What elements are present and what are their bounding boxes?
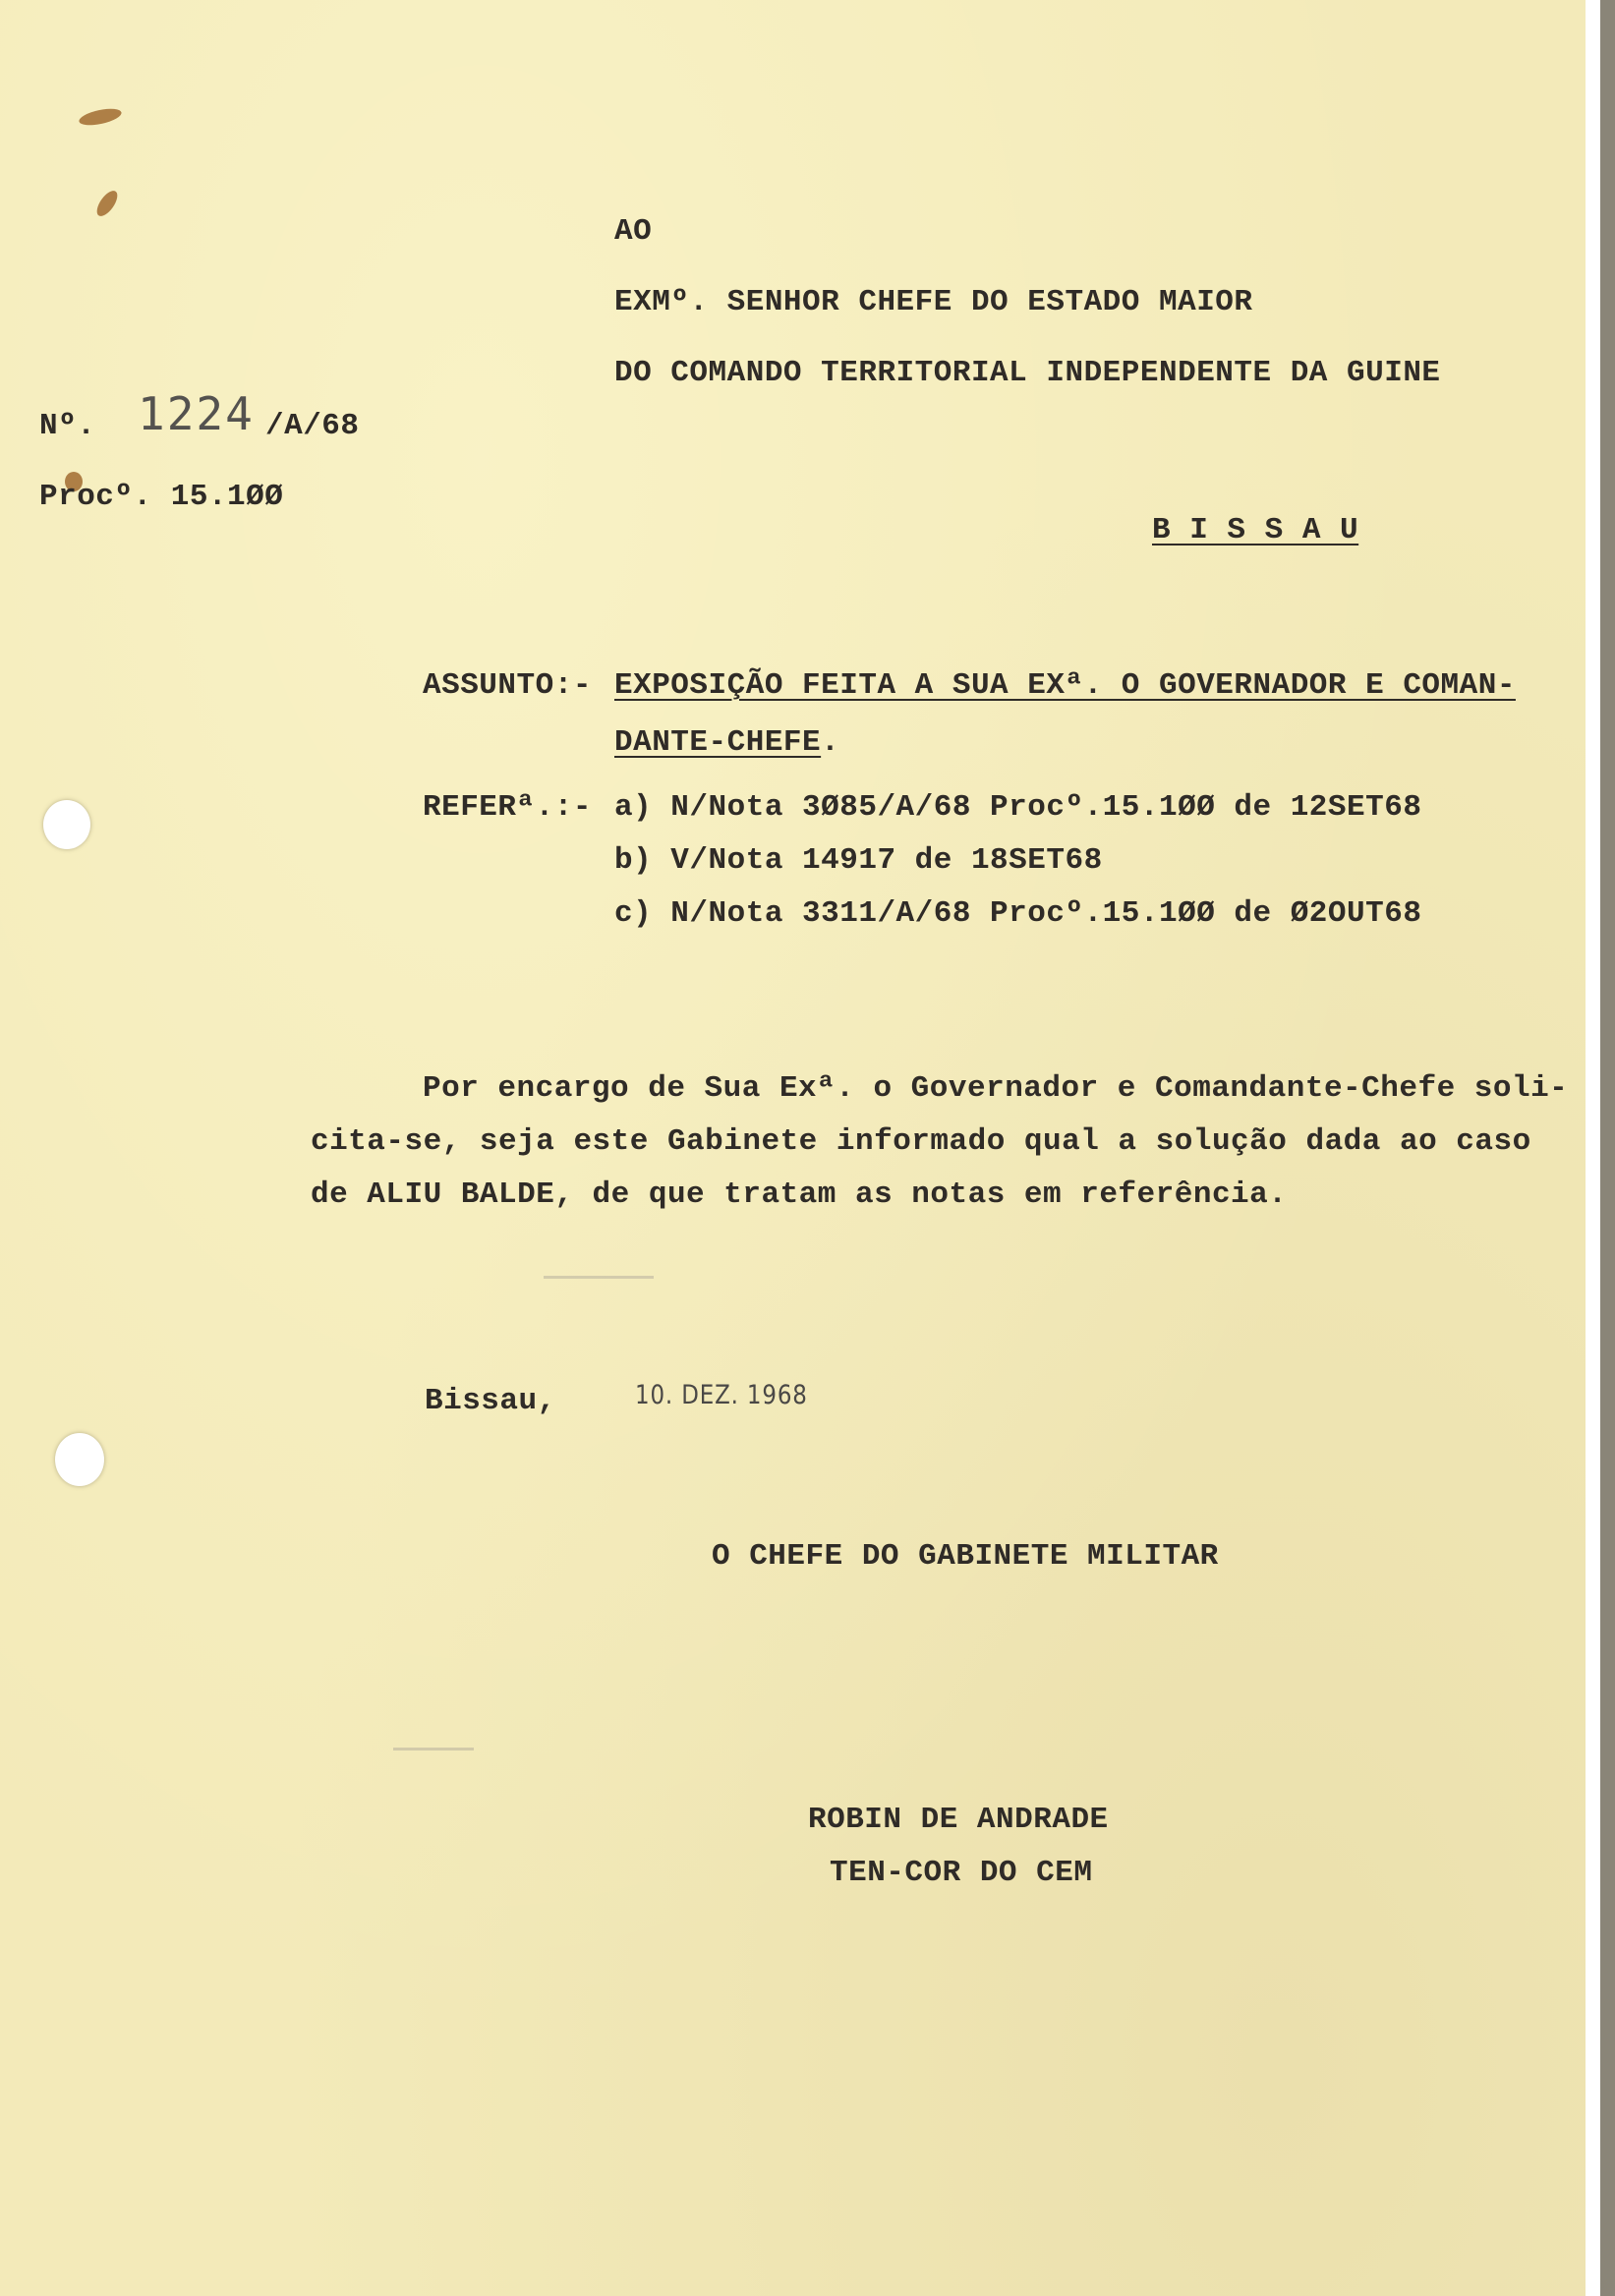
processo-number: Procº. 15.1ØØ [39,480,284,514]
punch-hole-bottom [55,1433,104,1486]
numero-suffix: /A/68 [265,409,360,443]
pencil-smudge [544,1276,654,1279]
subject-line-2-end: . [821,725,840,760]
rust-stain [93,188,122,220]
addressee-line-2: EXMº. SENHOR CHEFE DO ESTADO MAIOR [614,285,1253,319]
signature-title: O CHEFE DO GABINETE MILITAR [712,1539,1219,1574]
numero-stamped: 1224 [138,387,255,440]
subject-line-2 [614,727,839,758]
body-line-3: de ALIU BALDE, de que tratam as notas em referência. [311,1177,1288,1212]
punch-hole-top [43,800,90,849]
subject-line-1: EXPOSIÇÃO FEITA A SUA EXª. O GOVERNADOR E COMAN- [614,668,1516,703]
body-line-2: cita-se, seja este Gabinete informado qual a solução dada ao caso [311,1124,1531,1159]
date-stamp: 10. DEZ. 1968 [635,1380,808,1410]
addressee-city: B I S S A U [1152,513,1359,547]
paper-edge [1586,0,1600,2296]
subject-label: ASSUNTO:- [423,668,592,703]
date-place: Bissau, [425,1384,556,1418]
pencil-smudge [393,1748,474,1751]
references-label: REFERª.:- [423,790,592,825]
rust-stain [78,106,123,129]
addressee-line-1: AO [614,214,653,249]
signature-name: ROBIN DE ANDRADE [808,1803,1109,1837]
signature-rank: TEN-COR DO CEM [830,1856,1093,1890]
subject-line-2-text: DANTE-CHEFE [614,725,822,760]
addressee-line-3: DO COMANDO TERRITORIAL INDEPENDENTE DA GUINE [614,356,1441,390]
reference-item: a) N/Nota 3Ø85/A/68 Procº.15.1ØØ de 12SET68 [614,790,1422,825]
reference-item: c) N/Nota 3311/A/68 Procº.15.1ØØ de Ø2OUT68 [614,896,1422,931]
body-line-1: Por encargo de Sua Exª. o Governador e Comandante-Chefe soli- [423,1071,1569,1106]
numero-prefix: Nº. [39,409,96,443]
reference-item: b) V/Nota 14917 de 18SET68 [614,843,1103,878]
